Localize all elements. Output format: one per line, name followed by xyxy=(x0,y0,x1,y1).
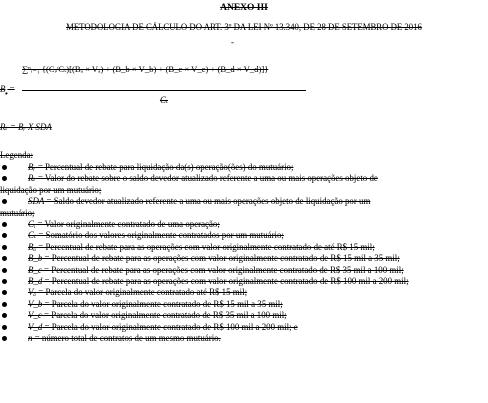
legend-list xyxy=(0,162,488,402)
formula1-lhs: $B_r$ = xyxy=(0,84,15,97)
legend-item-text xyxy=(28,219,220,229)
legend-item-continuation: liquidação por um mutuário; xyxy=(0,184,102,195)
legend-symbol: Cᵢ xyxy=(28,219,36,229)
legend-description: = Parcela do valor originalmente contratado de R$ 100 mil a 200 mil; e xyxy=(42,321,298,332)
legend-item-continuation: mutuário; xyxy=(0,207,35,218)
legend-description: = Somatório dos valores originalmente contratados por um mutuário; xyxy=(36,230,284,241)
legend-symbol: Bᵣ xyxy=(28,162,36,172)
legend-description: = Percentual de rebate para as operações com valor originalmente contratado de até R$ 15 mil; xyxy=(36,241,375,252)
bullet-icon xyxy=(2,233,7,238)
bullet-icon xyxy=(2,279,7,284)
annex-title: ANEXO III xyxy=(220,3,268,13)
bullet-icon xyxy=(2,290,7,295)
legend-item-text xyxy=(28,253,400,263)
legend-symbol: Vₐ xyxy=(28,287,37,298)
legend-item-text xyxy=(28,230,284,241)
legend-item-text xyxy=(28,162,293,172)
formula-rebate-percentage xyxy=(0,62,488,108)
bullet-icon xyxy=(2,165,7,170)
formula1-denominator: Cₜ xyxy=(159,95,169,105)
legend-item-text xyxy=(28,196,370,206)
legend-symbol: SDA xyxy=(28,196,45,207)
legend-description: = Parcela do valor originalmente contratado de R$ 15 mil a 35 mil; xyxy=(42,298,283,309)
legend-symbol: Bₐ xyxy=(28,241,37,252)
bullet-icon xyxy=(2,222,7,227)
bullet-icon xyxy=(2,245,7,250)
legend-symbol: B_c xyxy=(28,264,42,275)
legend-description: = Valor originalmente contratado de uma operação; xyxy=(35,219,220,229)
legend-item-text xyxy=(28,242,375,252)
legend-item-text xyxy=(28,310,287,320)
fraction-bar xyxy=(22,90,306,91)
legend-description: = Parcela do valor originalmente contratado de R$ 35 mil a 100 mil; xyxy=(41,310,287,321)
subtitle-dash: - xyxy=(231,37,234,47)
legend-description: = Parcela do valor originalmente contratado até R$ 15 mil; xyxy=(36,287,248,298)
legend-title: Legenda: xyxy=(0,150,34,160)
bullet-icon xyxy=(2,313,7,318)
legend-description: = Percentual de rebate para liquidação da(s) operação(ões) do mutuário; xyxy=(35,162,294,172)
legend-item-text xyxy=(28,276,409,286)
legend-item-text xyxy=(28,265,404,275)
legend-description: = número total de contratos de um mesmo mutuário. xyxy=(32,333,221,343)
bullet-icon xyxy=(2,302,7,307)
legend-symbol: V_c xyxy=(28,310,42,321)
legend-symbol: B_b xyxy=(28,253,43,264)
legend-item-text xyxy=(28,173,378,184)
bullet-icon xyxy=(2,325,7,330)
bullet-icon xyxy=(2,336,7,341)
legend-description: = Percentual de rebate para as operações com valor originalmente contratado de R$ 15 mil a 35 mil; xyxy=(42,253,400,264)
legend-item-text xyxy=(28,287,247,297)
bullet-icon xyxy=(2,199,7,204)
bullet-icon xyxy=(2,268,7,273)
annex-subtitle: METODOLOGIA DE CÁLCULO DO ART. 3º DA LEI Nº 13.340, DE 28 DE SETEMBRO DE 2016 xyxy=(66,22,422,32)
legend-item-text xyxy=(28,322,298,332)
formula1-numerator: ∑ⁿᵢ₌₁ {(Cᵢ/Cₜ)[(Bₐ × Vₐ) + (B_b × V_b) + (B_c × V_c) + (B_d × V_d)]} xyxy=(22,64,269,74)
legend-item-text xyxy=(28,333,221,343)
formula-rebate-value: Rₜ = Bᵣ X SDA xyxy=(0,122,52,132)
legend-symbol: V_b xyxy=(28,298,43,309)
legend-symbol: Cₜ xyxy=(28,230,37,241)
legend-description: = Percentual de rebate para as operações com valor originalmente contratado de R$ 100 mil a 200 mil; xyxy=(42,276,409,286)
legend-description: = Valor do rebate sobre o saldo devedor atualizado referente a uma ou mais operações objeto de xyxy=(35,173,378,184)
legend-symbol: Rₜ xyxy=(28,173,36,184)
legend-item-text xyxy=(28,299,283,309)
legend-symbol: V_d xyxy=(28,321,43,332)
bullet-icon xyxy=(2,176,7,181)
legend-description: = Saldo devedor atualizado referente a uma ou mais operações objeto de liquidação por um xyxy=(44,196,371,207)
legend-description: = Percentual de rebate para as operações com valor originalmente contratado de R$ 35 mil a 100 mil; xyxy=(41,264,404,275)
legend-symbol: B_d xyxy=(28,276,43,286)
bullet-icon xyxy=(2,256,7,261)
legend-symbol: n xyxy=(28,333,33,343)
